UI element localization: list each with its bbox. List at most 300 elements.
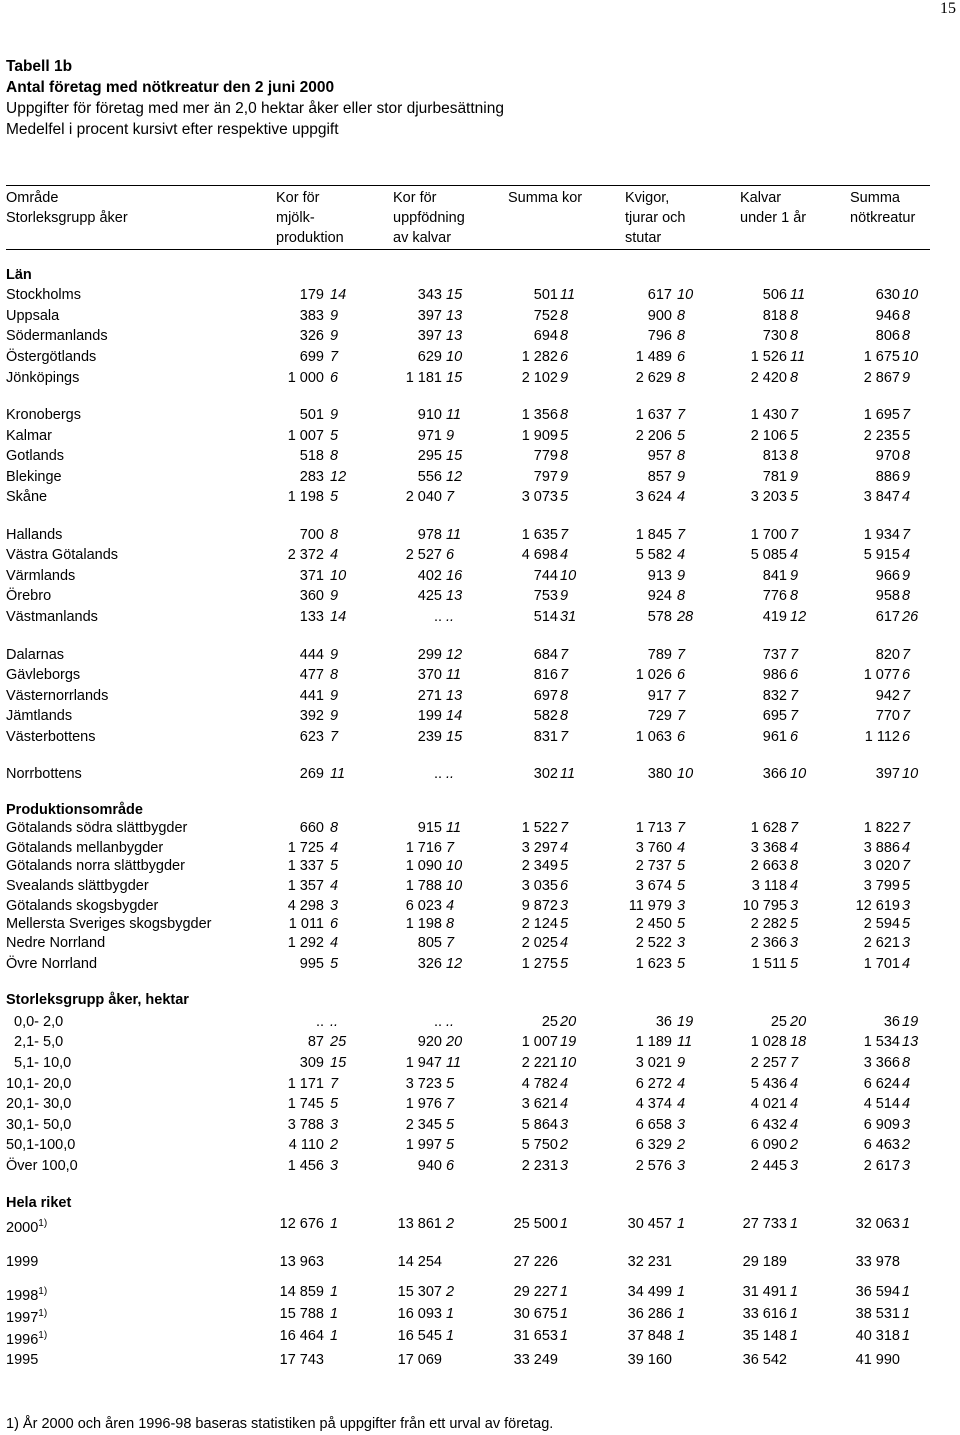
cell-error-percent: 7 — [902, 708, 911, 724]
cell-error-percent: 1 — [677, 1328, 686, 1344]
cell-error-percent: 9 — [560, 370, 569, 386]
cell-error-percent: 5 — [560, 428, 569, 444]
row-label-text: Götalands skogsbygder — [6, 898, 159, 914]
cell-error-percent: 3 — [677, 1158, 686, 1174]
cell-value: 986 — [762, 667, 787, 683]
cell-value: 326 — [299, 328, 324, 344]
cell-value: 2 349 — [521, 858, 558, 874]
cell-value: 2 257 — [750, 1055, 787, 1071]
cell-value: 14 254 — [397, 1254, 442, 1270]
cell-value: 4 021 — [750, 1096, 787, 1112]
header-kalvar-line2: under 1 år — [740, 210, 807, 226]
cell-value: 2 372 — [287, 547, 324, 563]
row-label-text: 2,1- 5,0 — [14, 1034, 64, 1050]
cell-error-percent: 5 — [560, 916, 569, 932]
cell-error-percent: 4 — [560, 1096, 569, 1112]
header-kvigor — [625, 188, 685, 248]
cell-value: 15 788 — [279, 1306, 324, 1322]
cell-error-percent: 6 — [677, 349, 686, 365]
table-row — [6, 876, 930, 896]
table-row — [6, 896, 930, 916]
table-row — [6, 1304, 930, 1324]
table-note: Medelfel i procent kursivt efter respektive uppgift — [6, 121, 339, 138]
cell-error-percent: 1 — [902, 1328, 911, 1344]
cell-value: 920 — [417, 1034, 442, 1050]
cell-error-percent: 15 — [330, 1055, 347, 1071]
cell-error-percent: 6 — [790, 667, 799, 683]
cell-value: 730 — [762, 328, 787, 344]
cell-error-percent: 5 — [677, 428, 686, 444]
cell-value: 1 675 — [863, 349, 900, 365]
cell-error-percent: 8 — [902, 588, 911, 604]
row-label — [6, 426, 52, 446]
cell-error-percent: 7 — [330, 1076, 339, 1092]
cell-value: 360 — [299, 588, 324, 604]
row-label — [6, 665, 80, 685]
header-kalvar-line1: Kalvar — [740, 190, 782, 206]
cell-error-percent: 4 — [790, 1076, 799, 1092]
cell-value: 397 — [417, 328, 442, 344]
cell-value: 35 148 — [742, 1328, 787, 1344]
cell-error-percent: 5 — [560, 489, 569, 505]
cell-value: 805 — [417, 935, 442, 951]
cell-error-percent: 8 — [330, 448, 339, 464]
row-label-text: Skåne — [6, 489, 48, 505]
cell-error-percent: 9 — [560, 588, 569, 604]
cell-value: 995 — [299, 956, 324, 972]
cell-value: 1 716 — [405, 840, 442, 856]
cell-value: 2 617 — [863, 1158, 900, 1174]
cell-value: 629 — [417, 349, 442, 365]
cell-error-percent: 4 — [902, 1096, 911, 1112]
cell-error-percent: 6 — [560, 878, 569, 894]
cell-value: 5 750 — [521, 1137, 558, 1153]
cell-value: 6 432 — [750, 1117, 787, 1133]
cell-value: 2 737 — [635, 858, 672, 874]
table-row — [6, 1012, 930, 1032]
cell-error-percent: 8 — [560, 328, 569, 344]
cell-value: .. — [433, 766, 442, 782]
row-label — [6, 1115, 71, 1135]
cell-error-percent: 1 — [677, 1216, 686, 1232]
cell-error-percent: 15 — [446, 729, 463, 745]
cell-error-percent: 7 — [677, 527, 686, 543]
cell-error-percent: 1 — [446, 1328, 455, 1344]
row-label — [6, 706, 72, 726]
row-label-text: Västra Götalands — [6, 547, 119, 563]
cell-error-percent: 8 — [330, 820, 339, 836]
table-row — [6, 1053, 930, 1073]
cell-value: 752 — [533, 308, 558, 324]
cell-value: 2 450 — [635, 916, 672, 932]
cell-value: 383 — [299, 308, 324, 324]
cell-value: 444 — [299, 647, 324, 663]
cell-error-percent: 2 — [446, 1284, 455, 1300]
cell-value: 6 023 — [405, 898, 442, 914]
table-row — [6, 764, 930, 784]
cell-value: 3 621 — [521, 1096, 558, 1112]
cell-value: 1 637 — [635, 407, 672, 423]
cell-value: 31 653 — [513, 1328, 558, 1344]
cell-error-percent: 1 — [677, 1306, 686, 1322]
cell-value: 1 934 — [863, 527, 900, 543]
row-label-text: 20,1- 30,0 — [6, 1096, 72, 1112]
cell-value: 179 — [299, 287, 324, 303]
cell-value: 2 621 — [863, 935, 900, 951]
cell-error-percent: 2 — [790, 1137, 799, 1153]
table-heading: Antal företag med nötkreatur den 2 juni 2000 — [6, 79, 335, 96]
row-label — [6, 525, 62, 545]
cell-value: 915 — [417, 820, 442, 836]
table-row — [6, 1156, 930, 1176]
cell-value: 2 221 — [521, 1055, 558, 1071]
cell-error-percent: 7 — [446, 1096, 455, 1112]
cell-value: 13 963 — [279, 1254, 324, 1270]
row-label — [14, 1012, 63, 1032]
cell-value: 1 695 — [863, 407, 900, 423]
cell-value: 1 489 — [635, 349, 672, 365]
cell-value: 1 822 — [863, 820, 900, 836]
cell-error-percent: 1 — [560, 1284, 569, 1300]
footnote-marker: 1) — [38, 1218, 48, 1229]
cell-value: .. — [433, 609, 442, 625]
cell-error-percent: 2 — [446, 1216, 455, 1232]
row-label — [6, 914, 212, 934]
cell-error-percent: 12 — [446, 647, 463, 663]
cell-error-percent: 1 — [330, 1328, 339, 1344]
cell-error-percent: 10 — [677, 766, 694, 782]
cell-error-percent: 1 — [560, 1306, 569, 1322]
cell-value: 12 619 — [855, 898, 900, 914]
cell-value: 2 206 — [635, 428, 672, 444]
cell-error-percent: 7 — [560, 729, 569, 745]
row-label — [6, 764, 82, 784]
cell-error-percent: 9 — [902, 469, 911, 485]
cell-error-percent: 11 — [560, 766, 576, 782]
table-row — [6, 727, 930, 747]
cell-error-percent: 5 — [902, 428, 911, 444]
header-summa-kor-line1: Summa kor — [508, 190, 583, 206]
cell-error-percent: 9 — [560, 469, 569, 485]
cell-error-percent: 8 — [902, 1055, 911, 1071]
footnote-marker: 1) — [38, 1286, 48, 1297]
cell-error-percent: 11 — [446, 667, 462, 683]
cell-error-percent: 8 — [790, 448, 799, 464]
table-row — [6, 1252, 930, 1272]
cell-error-percent: 1 — [330, 1216, 339, 1232]
cell-error-percent: 1 — [790, 1306, 799, 1322]
cell-value: 5 582 — [635, 547, 672, 563]
cell-error-percent: 7 — [560, 820, 569, 836]
table-row — [6, 285, 930, 305]
cell-error-percent: 11 — [560, 287, 576, 303]
cell-value: 380 — [647, 766, 672, 782]
cell-error-percent: 5 — [902, 916, 911, 932]
cell-error-percent: 8 — [677, 588, 686, 604]
cell-value: 841 — [762, 568, 787, 584]
cell-value: 2 235 — [863, 428, 900, 444]
cell-value: 3 020 — [863, 858, 900, 874]
cell-value: 27 226 — [513, 1254, 558, 1270]
cell-error-percent: 4 — [446, 898, 455, 914]
cell-value: 3 073 — [521, 489, 558, 505]
cell-error-percent: 9 — [330, 708, 339, 724]
cell-value: 37 848 — [627, 1328, 672, 1344]
page-number: 15 — [940, 0, 956, 17]
cell-error-percent: 1 — [902, 1284, 911, 1300]
cell-value: 3 886 — [863, 840, 900, 856]
cell-value: 813 — [762, 448, 787, 464]
cell-value: 2 231 — [521, 1158, 558, 1174]
cell-value: 1 713 — [635, 820, 672, 836]
cell-value: 283 — [299, 469, 324, 485]
cell-error-percent: 8 — [560, 708, 569, 724]
cell-value: 617 — [875, 609, 900, 625]
cell-value: 3 674 — [635, 878, 672, 894]
cell-value: 816 — [533, 667, 558, 683]
row-label-text: Norrbottens — [6, 766, 82, 782]
section-storleksgrupp: Storleksgrupp åker, hektar — [6, 992, 189, 1008]
cell-value: 1 189 — [635, 1034, 672, 1050]
row-label — [6, 446, 64, 466]
cell-value: 25 500 — [513, 1216, 558, 1232]
cell-value: 4 782 — [521, 1076, 558, 1092]
cell-value: 33 249 — [513, 1352, 558, 1368]
cell-error-percent: 6 — [330, 370, 339, 386]
cell-error-percent: 3 — [902, 1117, 911, 1133]
cell-error-percent: 7 — [677, 647, 686, 663]
cell-error-percent: 7 — [790, 688, 799, 704]
cell-error-percent: 10 — [902, 287, 919, 303]
cell-error-percent: 4 — [790, 547, 799, 563]
cell-value: 857 — [647, 469, 672, 485]
row-label-text: Västernorrlands — [6, 688, 109, 704]
cell-error-percent: 7 — [790, 527, 799, 543]
cell-value: 16 545 — [397, 1328, 442, 1344]
cell-value: 3 723 — [405, 1076, 442, 1092]
table-number: Tabell 1b — [6, 58, 73, 75]
row-label-text: Gotlands — [6, 448, 65, 464]
cell-value: 1 976 — [405, 1096, 442, 1112]
table-row — [6, 1135, 930, 1155]
cell-value: 2 282 — [750, 916, 787, 932]
cell-value: 29 189 — [742, 1254, 787, 1270]
cell-value: .. — [315, 1014, 324, 1030]
cell-value: 3 297 — [521, 840, 558, 856]
header-area — [6, 188, 128, 228]
cell-error-percent: 13 — [446, 588, 463, 604]
cell-error-percent: 10 — [560, 568, 577, 584]
cell-value: 1 090 — [405, 858, 442, 874]
cell-value: 1 745 — [287, 1096, 324, 1112]
footnote-marker: 1) — [38, 1308, 48, 1319]
row-label — [6, 954, 97, 974]
row-label — [6, 545, 118, 565]
table-row — [6, 665, 930, 685]
row-label-text: 0,0- 2,0 — [14, 1014, 64, 1030]
row-label — [6, 856, 185, 876]
cell-error-percent: 3 — [790, 898, 799, 914]
cell-error-percent: 3 — [560, 898, 569, 914]
section-produktionsomrade: Produktionsområde — [6, 802, 143, 818]
cell-error-percent: 11 — [790, 287, 806, 303]
cell-value: 2 106 — [750, 428, 787, 444]
cell-error-percent: .. — [330, 1014, 339, 1030]
cell-value: 3 368 — [750, 840, 787, 856]
cell-value: 419 — [762, 609, 787, 625]
cell-value: 36 — [655, 1014, 672, 1030]
cell-value: 699 — [299, 349, 324, 365]
cell-error-percent: 2 — [330, 1137, 339, 1153]
cell-error-percent: 8 — [677, 370, 686, 386]
cell-value: 978 — [417, 527, 442, 543]
cell-error-percent: 7 — [902, 647, 911, 663]
cell-error-percent: 18 — [790, 1034, 807, 1050]
cell-value: 1 788 — [405, 878, 442, 894]
cell-error-percent: 19 — [560, 1034, 577, 1050]
cell-error-percent: 4 — [560, 935, 569, 951]
cell-value: 900 — [647, 308, 672, 324]
cell-value: 684 — [533, 647, 558, 663]
cell-error-percent: 9 — [677, 1055, 686, 1071]
cell-error-percent: 8 — [560, 448, 569, 464]
row-label-text: Över 100,0 — [6, 1158, 78, 1174]
cell-error-percent: 4 — [902, 1076, 911, 1092]
cell-value: 1 181 — [405, 370, 442, 386]
cell-value: 5 085 — [750, 547, 787, 563]
cell-value: 36 594 — [855, 1284, 900, 1300]
cell-error-percent: 8 — [677, 448, 686, 464]
header-summa-notkreatur — [850, 188, 915, 228]
cell-value: 2 445 — [750, 1158, 787, 1174]
row-label-text: Götalands mellanbygder — [6, 840, 164, 856]
cell-error-percent: 1 — [330, 1284, 339, 1300]
cell-value: 797 — [533, 469, 558, 485]
cell-error-percent: 3 — [677, 935, 686, 951]
cell-error-percent: 11 — [446, 527, 462, 543]
cell-value: 910 — [417, 407, 442, 423]
row-label-text: Götalands södra slättbygder — [6, 820, 188, 836]
table-row — [6, 487, 930, 507]
row-label-text: Stockholms — [6, 287, 81, 303]
row-label-text: Örebro — [6, 588, 52, 604]
row-label — [6, 566, 75, 586]
row-label — [6, 1350, 38, 1370]
cell-value: 578 — [647, 609, 672, 625]
cell-error-percent: 8 — [902, 448, 911, 464]
cell-error-percent: 13 — [902, 1034, 919, 1050]
cell-error-percent: 8 — [330, 667, 339, 683]
cell-value: 87 — [307, 1034, 324, 1050]
cell-value: 2 867 — [863, 370, 900, 386]
cell-value: 239 — [417, 729, 442, 745]
cell-value: 744 — [533, 568, 558, 584]
cell-value: 397 — [417, 308, 442, 324]
cell-value: 1 275 — [521, 956, 558, 972]
cell-value: 806 — [875, 328, 900, 344]
cell-error-percent: 14 — [330, 287, 347, 303]
cell-error-percent: 2 — [677, 1137, 686, 1153]
cell-error-percent: 8 — [560, 688, 569, 704]
table-row — [6, 914, 930, 934]
cell-error-percent: 3 — [677, 898, 686, 914]
cell-value: 25 — [770, 1014, 787, 1030]
cell-error-percent: 4 — [330, 840, 339, 856]
cell-value: 309 — [299, 1055, 324, 1071]
cell-value: 1 356 — [521, 407, 558, 423]
cell-error-percent: 8 — [677, 328, 686, 344]
cell-value: 15 307 — [397, 1284, 442, 1300]
cell-value: 1 028 — [750, 1034, 787, 1050]
cell-error-percent: 7 — [446, 935, 455, 951]
cell-value: 3 021 — [635, 1055, 672, 1071]
row-label-text: 10,1- 20,0 — [6, 1076, 72, 1092]
table-row — [6, 1214, 930, 1234]
cell-value: 700 — [299, 527, 324, 543]
row-label — [6, 405, 81, 425]
cell-error-percent: 6 — [677, 729, 686, 745]
cell-value: 39 160 — [627, 1352, 672, 1368]
cell-value: 10 795 — [742, 898, 787, 914]
cell-value: 729 — [647, 708, 672, 724]
cell-value: 518 — [299, 448, 324, 464]
table-row — [6, 1350, 930, 1370]
cell-value: 2 124 — [521, 916, 558, 932]
cell-value: 820 — [875, 647, 900, 663]
cell-value: 1 526 — [750, 349, 787, 365]
header-kalvar — [740, 188, 806, 228]
row-label — [14, 1053, 71, 1073]
cell-value: 477 — [299, 667, 324, 683]
cell-value: 781 — [762, 469, 787, 485]
cell-value: 11 979 — [628, 898, 672, 914]
cell-error-percent: 7 — [446, 840, 455, 856]
row-label — [6, 306, 59, 326]
cell-value: 831 — [533, 729, 558, 745]
cell-error-percent: .. — [446, 766, 455, 782]
cell-value: .. — [433, 1014, 442, 1030]
cell-error-percent: 10 — [677, 287, 694, 303]
cell-value: 6 463 — [863, 1137, 900, 1153]
cell-error-percent: 12 — [446, 469, 463, 485]
cell-error-percent: 5 — [790, 428, 799, 444]
cell-error-percent: 4 — [677, 840, 686, 856]
cell-error-percent: 4 — [560, 840, 569, 856]
table-row — [6, 586, 930, 606]
table-row — [6, 467, 930, 487]
cell-value: 9 872 — [521, 898, 558, 914]
cell-error-percent: 12 — [330, 469, 347, 485]
cell-value: 133 — [299, 609, 324, 625]
cell-error-percent: 7 — [677, 407, 686, 423]
header-kor-uppfodning — [393, 188, 465, 248]
cell-value: 199 — [417, 708, 442, 724]
cell-error-percent: 15 — [446, 370, 463, 386]
row-label — [6, 285, 81, 305]
row-label-text: Mellersta Sveriges skogsbygder — [6, 916, 212, 932]
row-label-text: 30,1- 50,0 — [6, 1117, 72, 1133]
cell-error-percent: 1 — [790, 1328, 799, 1344]
row-label — [6, 1094, 71, 1114]
table-row — [6, 306, 930, 326]
cell-value: 1 845 — [635, 527, 672, 543]
cell-value: 38 531 — [855, 1306, 900, 1322]
cell-value: 1 292 — [287, 935, 324, 951]
cell-error-percent: 9 — [330, 647, 339, 663]
row-label — [6, 896, 158, 916]
cell-value: 1 112 — [864, 729, 900, 745]
cell-error-percent: 5 — [330, 489, 339, 505]
